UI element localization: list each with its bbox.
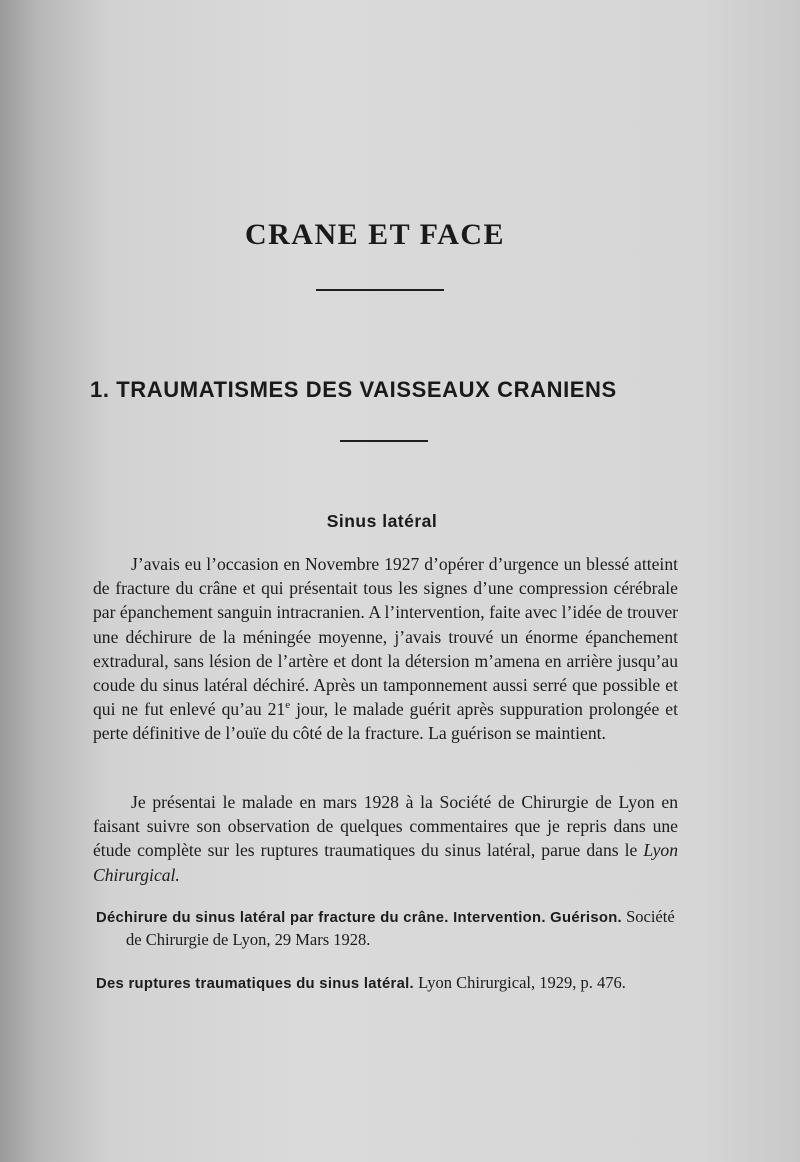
subsection-title: Sinus latéral	[326, 511, 438, 531]
section-title: 1. TRAUMATISMES DES VAISSEAUX CRANIENS	[90, 377, 617, 402]
reference-item	[96, 906, 678, 951]
reference-citation: Lyon Chirurgical, 1929, p. 476.	[413, 973, 626, 992]
title-divider	[316, 289, 444, 291]
reference-citation: Société de Chirurgie de Lyon, 29 Mars 1928.	[126, 907, 675, 949]
paragraph-2-text: Je présentai le malade en mars 1928 à la Société de Chirurgie de Lyon en faisant suivre son observation de quelques commentaires que je repris dans une étude complète sur les ruptures traumatiques du sinus latéral, parue dans le	[93, 792, 678, 861]
body-paragraph-2	[93, 790, 678, 887]
reference-title: Des ruptures traumatiques du sinus latéral.	[96, 976, 414, 992]
reference-item	[96, 972, 678, 995]
body-paragraph-1	[93, 552, 678, 746]
paragraph-1-text-a: J’avais eu l’occasion en Novembre 1927 d’opérer d’urgence un blessé atteint de fracture du crâne et qui présentait tous les signes d’une compression cérébrale par épanchement sanguin intracranien. A l’intervention, faite avec l’idée de trouver une déchirure de la méningée moyenne, j’avais trouvé un énorme épanchement extradural, sans lésion de l’artère et dont la détersion m’amena en arrière jusqu’au coude du sinus latéral déchiré. Après un tamponnement aussi serré que possible et qui ne fut enlevé qu’au 21	[93, 554, 678, 720]
section-divider	[340, 440, 428, 442]
paragraph-1-text-b: jour, le malade guérit après suppuration prolongée et perte définitive de l’ouïe du côté de la fracture. La guérison se maintient.	[93, 699, 678, 744]
chapter-title: CRANE ET FACE	[244, 218, 506, 251]
reference-title: Déchirure du sinus latéral par fracture du crâne. Intervention. Guérison.	[96, 910, 622, 926]
ordinal-superscript: e	[285, 699, 291, 712]
journal-name: Lyon Chirurgical.	[93, 840, 678, 885]
